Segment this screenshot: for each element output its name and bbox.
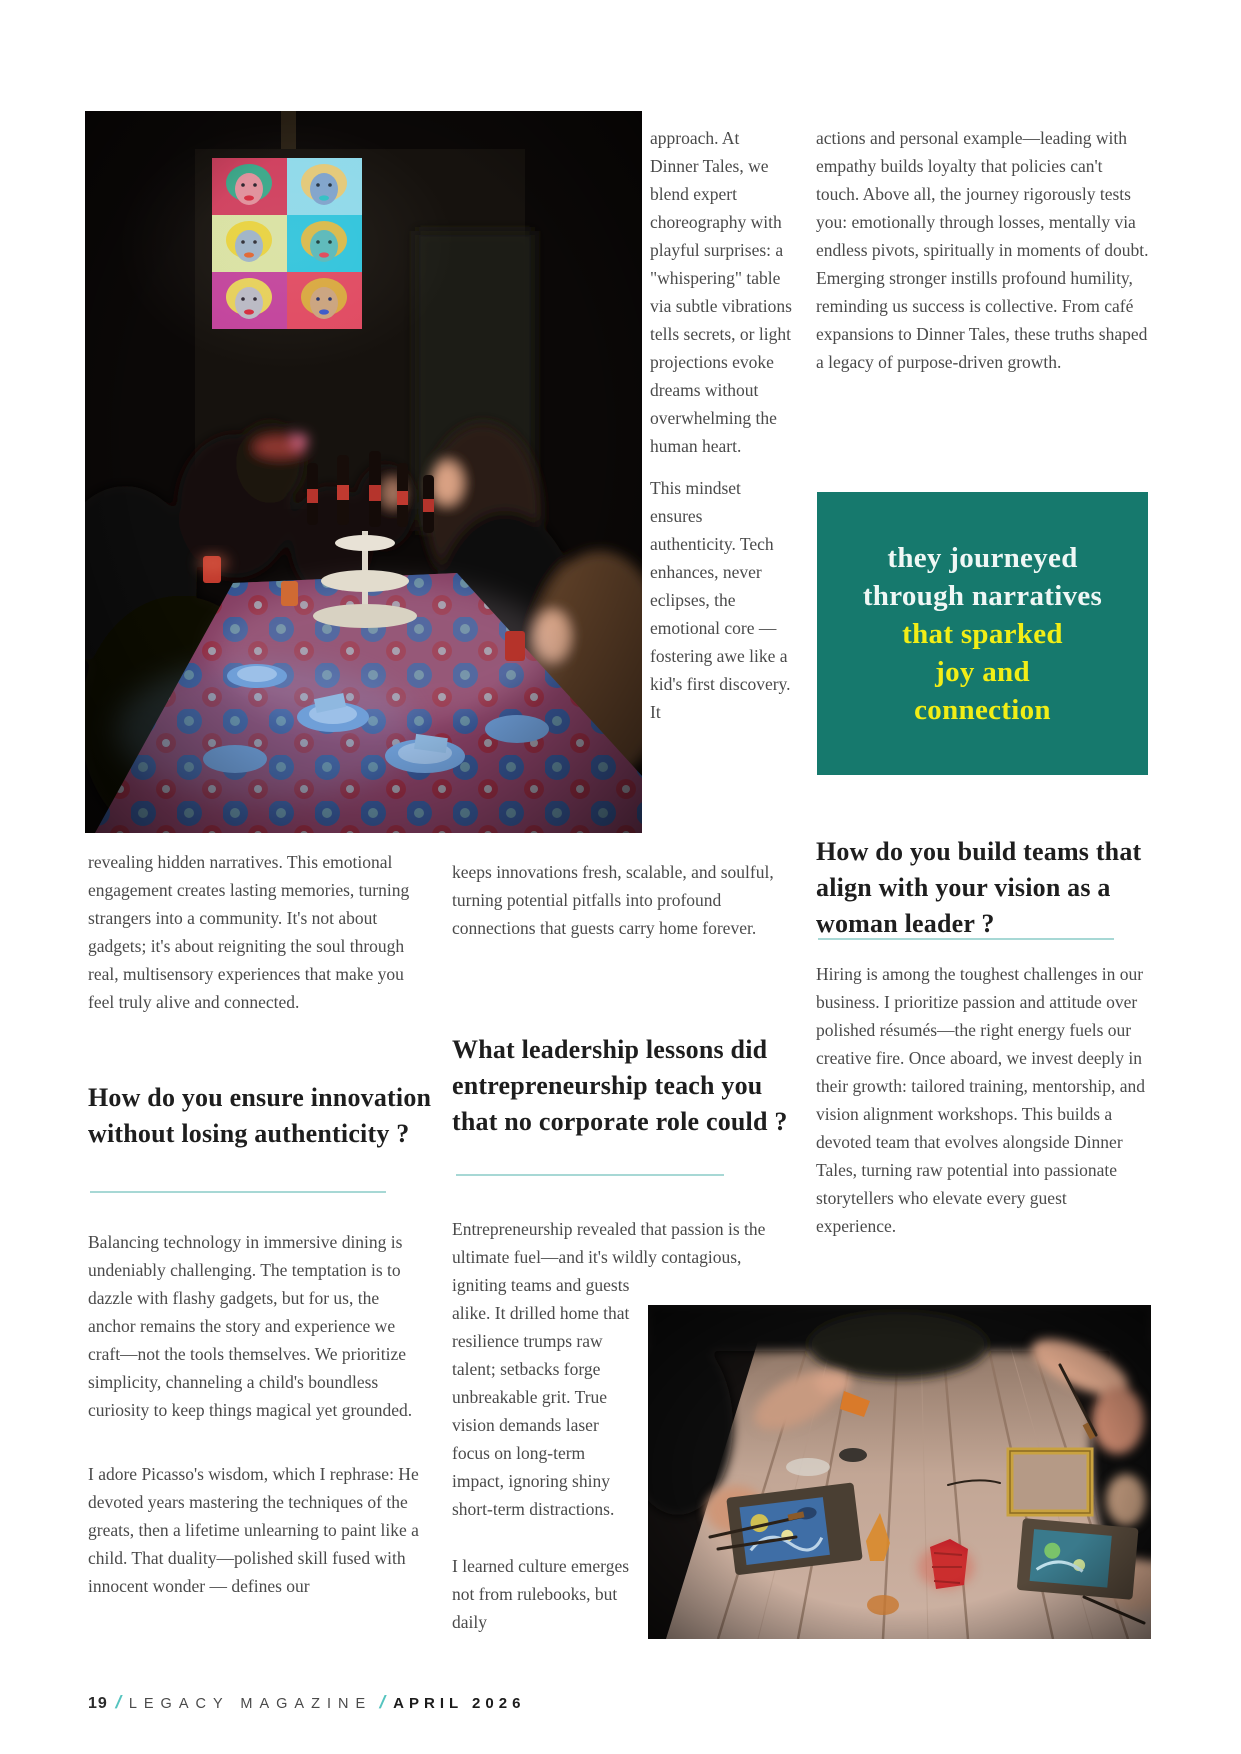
paragraph-culture: I learned culture emerges not from rulebooks, but daily — [452, 1556, 630, 1632]
paragraph-entrepreneurship-wrap: alike. It drilled home that resilience trumps raw talent; setbacks forge unbreakable grit. True vision demands laser focus on long-term impact, ignoring shiny short-term distractions. — [452, 1303, 630, 1519]
teal-divider — [456, 1174, 724, 1176]
bottom-photo-painting-table — [648, 1305, 1151, 1639]
teal-divider — [90, 1191, 386, 1193]
footer-slash-icon: / — [113, 1692, 124, 1712]
page-footer — [88, 1692, 988, 1713]
top-photo-illustration — [85, 111, 642, 833]
paragraph-innovations: keeps innovations fresh, scalable, and soulful, turning potential pitfalls into profound connections that guests carry home forever. — [452, 862, 774, 938]
paragraph: actions and personal example—leading with empathy builds loyalty that policies can't touch. Above all, the journey rigorously tests you: emotionally through losses, mentally via endless pivots, spiritually in moments of doubt. Emerging stronger instills profound humility, reminding us success is collective. From café expansions to Dinner Tales, these truths shaped a legacy of purpose-driven growth. — [816, 128, 1149, 372]
pull-quote-line: that sparked — [902, 617, 1063, 650]
paragraph-entrepreneurship: Entrepreneurship revealed that passion is the ultimate fuel—and it's wildly contagious, igniting teams and guests — [452, 1219, 766, 1295]
teal-divider — [818, 938, 1114, 940]
footer-slash-icon: / — [377, 1692, 388, 1712]
paragraph-hiring: Hiring is among the toughest challenges in our business. I prioritize passion and attitude over polished résumés—the right energy fuels our creative fire. Once aboard, we invest deeply in their growth: tailored training, mentorship, and vision alignment workshops. This builds a devoted team that evolves alongside Dinner Tales, turning raw potential into passionate storytellers who elevate every guest experience. — [816, 964, 1146, 1236]
top-photo-dinner-party — [85, 111, 642, 833]
question-heading-innovation: How do you ensure innovation without losing authenticity ? — [88, 1082, 432, 1148]
pull-quote-line: through narratives — [862, 579, 1103, 612]
paragraph: approach. At Dinner Tales, we blend expert choreography with playful surprises: a "whispering" table via subtle vibrations tells secrets, or light projections evoke dreams without overwhelming the human heart. — [650, 128, 792, 456]
paragraph-picasso: I adore Picasso's wisdom, which I rephrase: He devoted years mastering the techniques of the greats, then a lifetime unlearning to paint like a child. That duality—polished skill fused with innocent wonder — defines our — [88, 1464, 419, 1596]
magazine-name: LEGACY MAGAZINE — [128, 1696, 373, 1712]
issue-date: APRIL 2026 — [393, 1695, 526, 1712]
pull-quote-line: they journeyed — [887, 541, 1078, 574]
paragraph-narratives: revealing hidden narratives. This emotional engagement creates lasting memories, turning strangers into a community. It's not about gadgets; it's about reigniting the soul through real, multisensory experiences that make you feel truly alive and connected. — [88, 852, 410, 1012]
question-heading-teams: How do you build teams that align with your vision as a woman leader ? — [816, 836, 1142, 938]
paragraph-balancing: Balancing technology in immersive dining is undeniably challenging. The temptation is to dazzle with flashy gadgets, but for us, the anchor remains the story and experience we craft—not the tools themselves. We prioritize simplicity, channeling a child's boundless curiosity to keep things magical yet grounded. — [88, 1232, 413, 1420]
bottom-photo-illustration — [648, 1305, 1151, 1639]
column-right-top — [816, 124, 1150, 376]
pull-quote-box — [817, 492, 1148, 775]
pull-quote-line: connection — [914, 693, 1051, 726]
pull-quote-line: joy and — [935, 655, 1030, 688]
page-number: 19 — [88, 1695, 108, 1712]
paragraph: This mindset ensures authenticity. Tech enhances, never eclipses, the emotional core — fostering awe like a kid's first discovery. It — [650, 478, 791, 722]
column-middle-top — [650, 124, 792, 726]
question-heading-leadership: What leadership lessons did entrepreneurship teach you that no corporate role could ? — [452, 1034, 788, 1136]
